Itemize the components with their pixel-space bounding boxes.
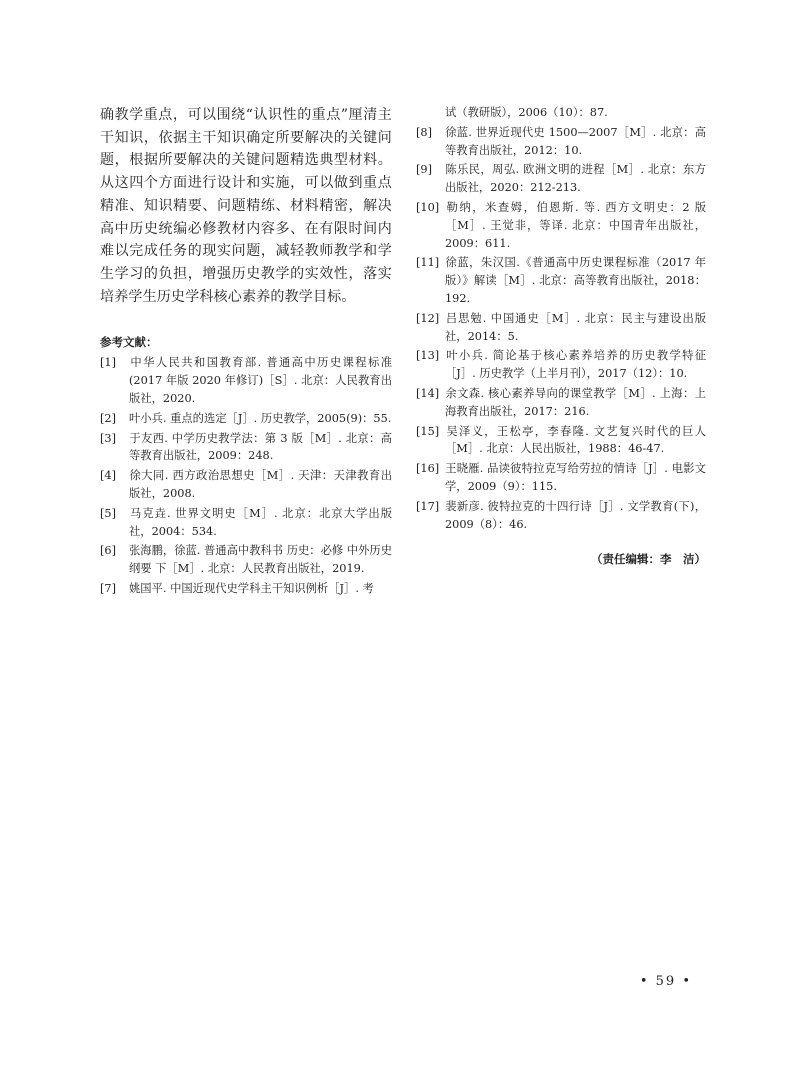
- reference-item: [416, 161, 706, 197]
- reference-text: 徐蓝. 世界近现代史 1500—2007［M］. 北京：高等教育出版社，2012：10.: [445, 125, 706, 157]
- reference-item: [416, 460, 706, 496]
- reference-text: 张海鹏，徐蓝. 普通高中教科书 历史：必修 中外历史纲要 下［M］. 北京：人民教育出版社，2019.: [129, 544, 392, 576]
- reference-text: 陈乐民，周弘. 欧洲文明的进程［M］. 北京：东方出版社，2020：212-213.: [445, 163, 706, 195]
- reference-item: [416, 423, 706, 459]
- reference-item: [100, 505, 392, 541]
- reference-number: [9]: [416, 163, 433, 177]
- page-number: • 59 •: [639, 974, 692, 989]
- reference-item: [416, 347, 706, 383]
- reference-item: [100, 580, 392, 598]
- reference-number: [16]: [416, 462, 440, 476]
- reference-text: 中华人民共和国教育部. 普通高中历史课程标准(2017 年版 2020 年修订)［S］. 北京：人民教育出版社，2020.: [129, 356, 392, 405]
- reference-number: [5]: [100, 506, 117, 520]
- reference-number: [2]: [100, 411, 117, 425]
- left-column: [100, 104, 392, 600]
- reference-number: [10]: [416, 200, 440, 214]
- responsible-editor: （责任编辑：李 洁）: [591, 552, 706, 567]
- reference-number: [15]: [416, 424, 440, 438]
- reference-text: 叶小兵. 重点的选定［J］. 历史教学，2005(9)：55.: [129, 411, 392, 425]
- reference-number: [17]: [416, 499, 440, 513]
- reference-item: [416, 385, 706, 421]
- right-column: [416, 104, 706, 567]
- reference-item: [100, 467, 392, 503]
- reference-item: [416, 310, 706, 346]
- reference-text: 于友西. 中学历史教学法：第 3 版［M］. 北京：高等教育出版社，2009：248.: [129, 431, 392, 463]
- reference-text: 吴泽义，王松亭，李春隆. 文艺复兴时代的巨人［M］. 北京：人民出版社，1988：46-47.: [445, 424, 706, 456]
- reference-number: [7]: [100, 581, 117, 595]
- reference-number: [12]: [416, 311, 440, 325]
- reference-number: [1]: [100, 356, 117, 370]
- reference-item: [100, 354, 392, 407]
- reference-item: [100, 542, 392, 578]
- reference-item: [416, 199, 706, 252]
- reference-number: [6]: [100, 544, 117, 558]
- reference-text: 叶小兵. 简论基于核心素养培养的历史教学特征［J］. 历史教学（上半月刊），2017（12）：10.: [445, 349, 706, 381]
- reference-number: [13]: [416, 349, 440, 363]
- reference-number: [8]: [416, 125, 433, 139]
- reference-number: [3]: [100, 431, 117, 445]
- reference-text: 马克垚. 世界文明史［M］. 北京：北京大学出版社，2004：534.: [129, 506, 392, 538]
- reference-text: 吕思勉. 中国通史［M］. 北京：民主与建设出版社，2014：5.: [445, 311, 706, 343]
- reference-item: [416, 254, 706, 307]
- reference-text: 徐蓝，朱汉国.《普通高中历史课程标准（2017 年版）》解读［M］. 北京：高等教育出版社，2018：192.: [445, 256, 706, 305]
- reference-text: 裴新彦. 彼特拉克的十四行诗［J］. 文学教育(下)，2009（8）：46.: [445, 499, 706, 531]
- reference-item: [416, 124, 706, 160]
- reference-number: [14]: [416, 386, 440, 400]
- reference-text: 余文森. 核心素养导向的课堂教学［M］. 上海：上海教育出版社，2017：216.: [445, 386, 706, 418]
- reference-item: [100, 410, 392, 428]
- reference-number: [4]: [100, 469, 117, 483]
- reference-item: [100, 430, 392, 466]
- reference-continuation: 试（教研版），2006（10）：87.: [445, 106, 608, 119]
- reference-text: 勒纳，米查姆，伯恩斯. 等. 西方文明史：2 版［M］. 王觉非，等译. 北京：中国青年出版社，2009：611.: [445, 200, 706, 250]
- reference-item: [416, 498, 706, 534]
- reference-number: [11]: [416, 256, 440, 270]
- references-heading: 参考文献：: [100, 335, 158, 350]
- reference-text: 徐大同. 西方政治思想史［M］. 天津：天津教育出版社，2008.: [129, 469, 392, 500]
- body-paragraph: 确教学重点，可以围绕“认识性的重点”厘清主干知识，依据主干知识确定所要解决的关键问题，根据所要解决的关键问题精选典型材料。从这四个方面进行设计和实施，可以做到重点精准、知识精要、问题精练、材料精密，解决高中历史统编必修教材内容多、在有限时间内难以完成任务的现实问题，减轻教师教学和学生学习的负担，增强历史教学的实效性，落实培养学生历史学科核心素养的教学目标。: [100, 107, 392, 305]
- reference-text: 王晓雁. 品读彼特拉克写给劳拉的情诗［J］. 电影文学，2009（9）：115.: [445, 462, 706, 493]
- reference-text: 姚国平. 中国近现代史学科主干知识例析［J］. 考: [129, 581, 374, 595]
